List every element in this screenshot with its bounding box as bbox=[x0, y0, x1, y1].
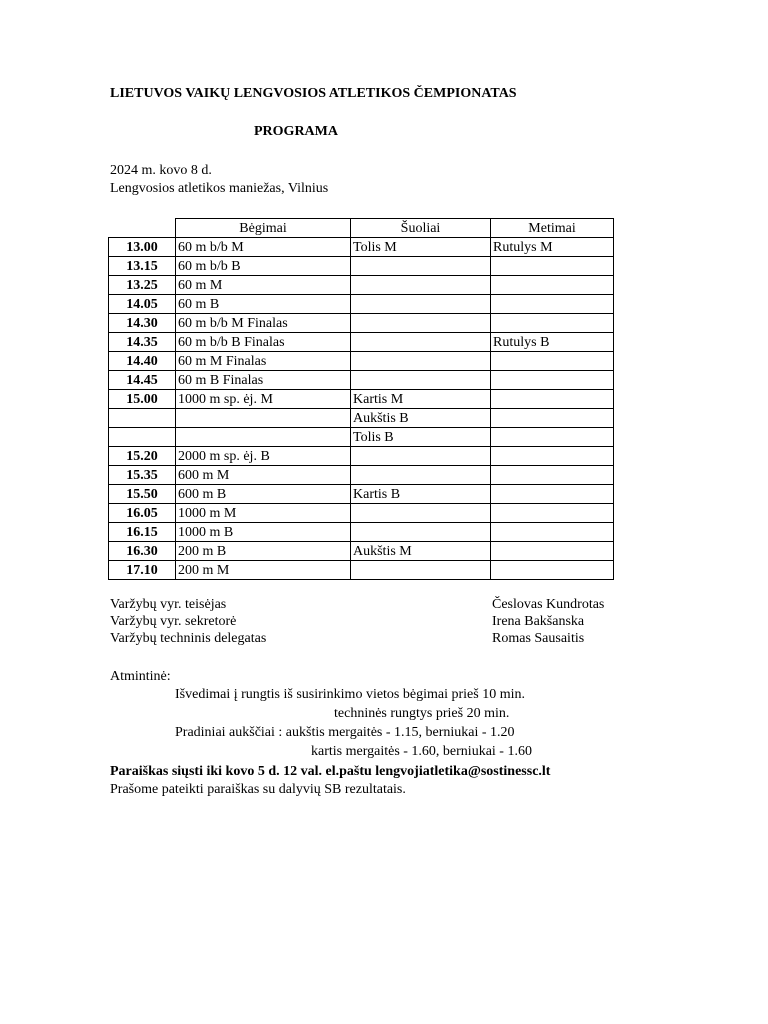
schedule-time-cell: 14.30 bbox=[109, 314, 176, 333]
schedule-time-cell bbox=[109, 409, 176, 428]
column-header-time bbox=[109, 219, 176, 238]
table-row bbox=[109, 371, 614, 390]
table-row bbox=[109, 314, 614, 333]
event-date: 2024 m. kovo 8 d. bbox=[110, 163, 212, 178]
table-row bbox=[109, 542, 614, 561]
schedule-jump-cell bbox=[351, 371, 491, 390]
schedule-throw-cell bbox=[491, 428, 614, 447]
schedule-run-cell: 60 m b/b B Finalas bbox=[176, 333, 351, 352]
schedule-throw-cell bbox=[491, 276, 614, 295]
table-row bbox=[109, 276, 614, 295]
schedule-time-cell: 15.35 bbox=[109, 466, 176, 485]
schedule-time-cell: 13.15 bbox=[109, 257, 176, 276]
schedule-table bbox=[108, 218, 614, 580]
schedule-throw-cell bbox=[491, 295, 614, 314]
official-name: Romas Sausaitis bbox=[492, 631, 585, 646]
schedule-time-cell: 14.40 bbox=[109, 352, 176, 371]
schedule-run-cell: 60 m B bbox=[176, 295, 351, 314]
column-header-throws: Metimai bbox=[491, 219, 614, 238]
schedule-time-cell bbox=[109, 428, 176, 447]
schedule-jump-cell bbox=[351, 276, 491, 295]
schedule-run-cell: 60 m M Finalas bbox=[176, 352, 351, 371]
schedule-time-cell: 16.15 bbox=[109, 523, 176, 542]
schedule-throw-cell bbox=[491, 352, 614, 371]
note-line: Pradiniai aukščiai : aukštis mergaitės - 1.15, berniukai - 1.20 bbox=[175, 725, 515, 740]
schedule-throw-cell bbox=[491, 466, 614, 485]
official-role: Varžybų vyr. sekretorė bbox=[110, 614, 237, 629]
schedule-throw-cell bbox=[491, 523, 614, 542]
table-row bbox=[109, 257, 614, 276]
schedule-throw-cell bbox=[491, 314, 614, 333]
table-row bbox=[109, 504, 614, 523]
table-row bbox=[109, 333, 614, 352]
schedule-throw-cell bbox=[491, 504, 614, 523]
table-row bbox=[109, 523, 614, 542]
schedule-jump-cell bbox=[351, 447, 491, 466]
table-row bbox=[109, 238, 614, 257]
schedule-run-cell: 200 m B bbox=[176, 542, 351, 561]
table-row bbox=[109, 390, 614, 409]
schedule-run-cell bbox=[176, 409, 351, 428]
table-row bbox=[109, 485, 614, 504]
schedule-run-cell: 60 m B Finalas bbox=[176, 371, 351, 390]
table-row bbox=[109, 428, 614, 447]
schedule-jump-cell: Aukštis M bbox=[351, 542, 491, 561]
schedule-time-cell: 15.20 bbox=[109, 447, 176, 466]
schedule-jump-cell: Kartis M bbox=[351, 390, 491, 409]
schedule-run-cell: 200 m M bbox=[176, 561, 351, 580]
schedule-jump-cell: Kartis B bbox=[351, 485, 491, 504]
schedule-jump-cell: Tolis M bbox=[351, 238, 491, 257]
schedule-run-cell: 2000 m sp. ėj. B bbox=[176, 447, 351, 466]
note-line: techninės rungtys prieš 20 min. bbox=[334, 706, 510, 721]
schedule-run-cell: 1000 m B bbox=[176, 523, 351, 542]
schedule-run-cell: 600 m M bbox=[176, 466, 351, 485]
schedule-run-cell: 60 m b/b B bbox=[176, 257, 351, 276]
schedule-time-cell: 16.30 bbox=[109, 542, 176, 561]
table-row bbox=[109, 561, 614, 580]
schedule-time-cell: 13.25 bbox=[109, 276, 176, 295]
schedule-run-cell: 60 m b/b M Finalas bbox=[176, 314, 351, 333]
official-role: Varžybų vyr. teisėjas bbox=[110, 597, 227, 612]
schedule-run-cell: 1000 m sp. ėj. M bbox=[176, 390, 351, 409]
schedule-throw-cell bbox=[491, 257, 614, 276]
schedule-throw-cell: Rutulys B bbox=[491, 333, 614, 352]
note-line: Išvedimai į rungtis iš susirinkimo vietos bėgimai prieš 10 min. bbox=[175, 687, 525, 702]
results-request: Prašome pateikti paraiškas su dalyvių SB rezultatais. bbox=[110, 782, 406, 797]
schedule-time-cell: 14.05 bbox=[109, 295, 176, 314]
schedule-jump-cell bbox=[351, 523, 491, 542]
column-header-runs: Bėgimai bbox=[176, 219, 351, 238]
schedule-time-cell: 17.10 bbox=[109, 561, 176, 580]
schedule-body bbox=[109, 238, 614, 580]
schedule-run-cell: 600 m B bbox=[176, 485, 351, 504]
table-row bbox=[109, 466, 614, 485]
schedule-jump-cell: Tolis B bbox=[351, 428, 491, 447]
schedule-throw-cell bbox=[491, 485, 614, 504]
schedule-jump-cell bbox=[351, 314, 491, 333]
schedule-time-cell: 14.35 bbox=[109, 333, 176, 352]
event-venue: Lengvosios atletikos maniežas, Vilnius bbox=[110, 181, 329, 196]
schedule-throw-cell bbox=[491, 371, 614, 390]
schedule-jump-cell bbox=[351, 466, 491, 485]
schedule-time-cell: 16.05 bbox=[109, 504, 176, 523]
schedule-jump-cell: Aukštis B bbox=[351, 409, 491, 428]
schedule-jump-cell bbox=[351, 561, 491, 580]
schedule-time-cell: 15.50 bbox=[109, 485, 176, 504]
schedule-jump-cell bbox=[351, 352, 491, 371]
schedule-throw-cell bbox=[491, 409, 614, 428]
schedule-jump-cell bbox=[351, 295, 491, 314]
schedule-run-cell bbox=[176, 428, 351, 447]
schedule-throw-cell bbox=[491, 561, 614, 580]
official-name: Česlovas Kundrotas bbox=[492, 597, 605, 612]
table-row bbox=[109, 409, 614, 428]
table-row bbox=[109, 295, 614, 314]
schedule-run-cell: 1000 m M bbox=[176, 504, 351, 523]
column-header-jumps: Šuoliai bbox=[351, 219, 491, 238]
schedule-throw-cell: Rutulys M bbox=[491, 238, 614, 257]
official-name: Irena Bakšanska bbox=[492, 614, 585, 629]
note-line: kartis mergaitės - 1.60, berniukai - 1.60 bbox=[311, 744, 532, 759]
document-title: LIETUVOS VAIKŲ LENGVOSIOS ATLETIKOS ČEMPIONATAS bbox=[110, 86, 517, 101]
table-header-row bbox=[109, 219, 614, 238]
schedule-run-cell: 60 m M bbox=[176, 276, 351, 295]
notes-heading: Atmintinė: bbox=[110, 669, 171, 684]
schedule-time-cell: 13.00 bbox=[109, 238, 176, 257]
schedule-jump-cell bbox=[351, 333, 491, 352]
schedule-jump-cell bbox=[351, 504, 491, 523]
schedule-throw-cell bbox=[491, 447, 614, 466]
document-subtitle: PROGRAMA bbox=[254, 124, 338, 139]
schedule-throw-cell bbox=[491, 390, 614, 409]
schedule-throw-cell bbox=[491, 542, 614, 561]
application-deadline: Paraiškas siųsti iki kovo 5 d. 12 val. el.paštu lengvojiatletika@sostinessc.lt bbox=[110, 764, 551, 779]
schedule-time-cell: 14.45 bbox=[109, 371, 176, 390]
official-role: Varžybų techninis delegatas bbox=[110, 631, 267, 646]
table-row bbox=[109, 447, 614, 466]
schedule-time-cell: 15.00 bbox=[109, 390, 176, 409]
schedule-run-cell: 60 m b/b M bbox=[176, 238, 351, 257]
table-row bbox=[109, 352, 614, 371]
schedule-jump-cell bbox=[351, 257, 491, 276]
